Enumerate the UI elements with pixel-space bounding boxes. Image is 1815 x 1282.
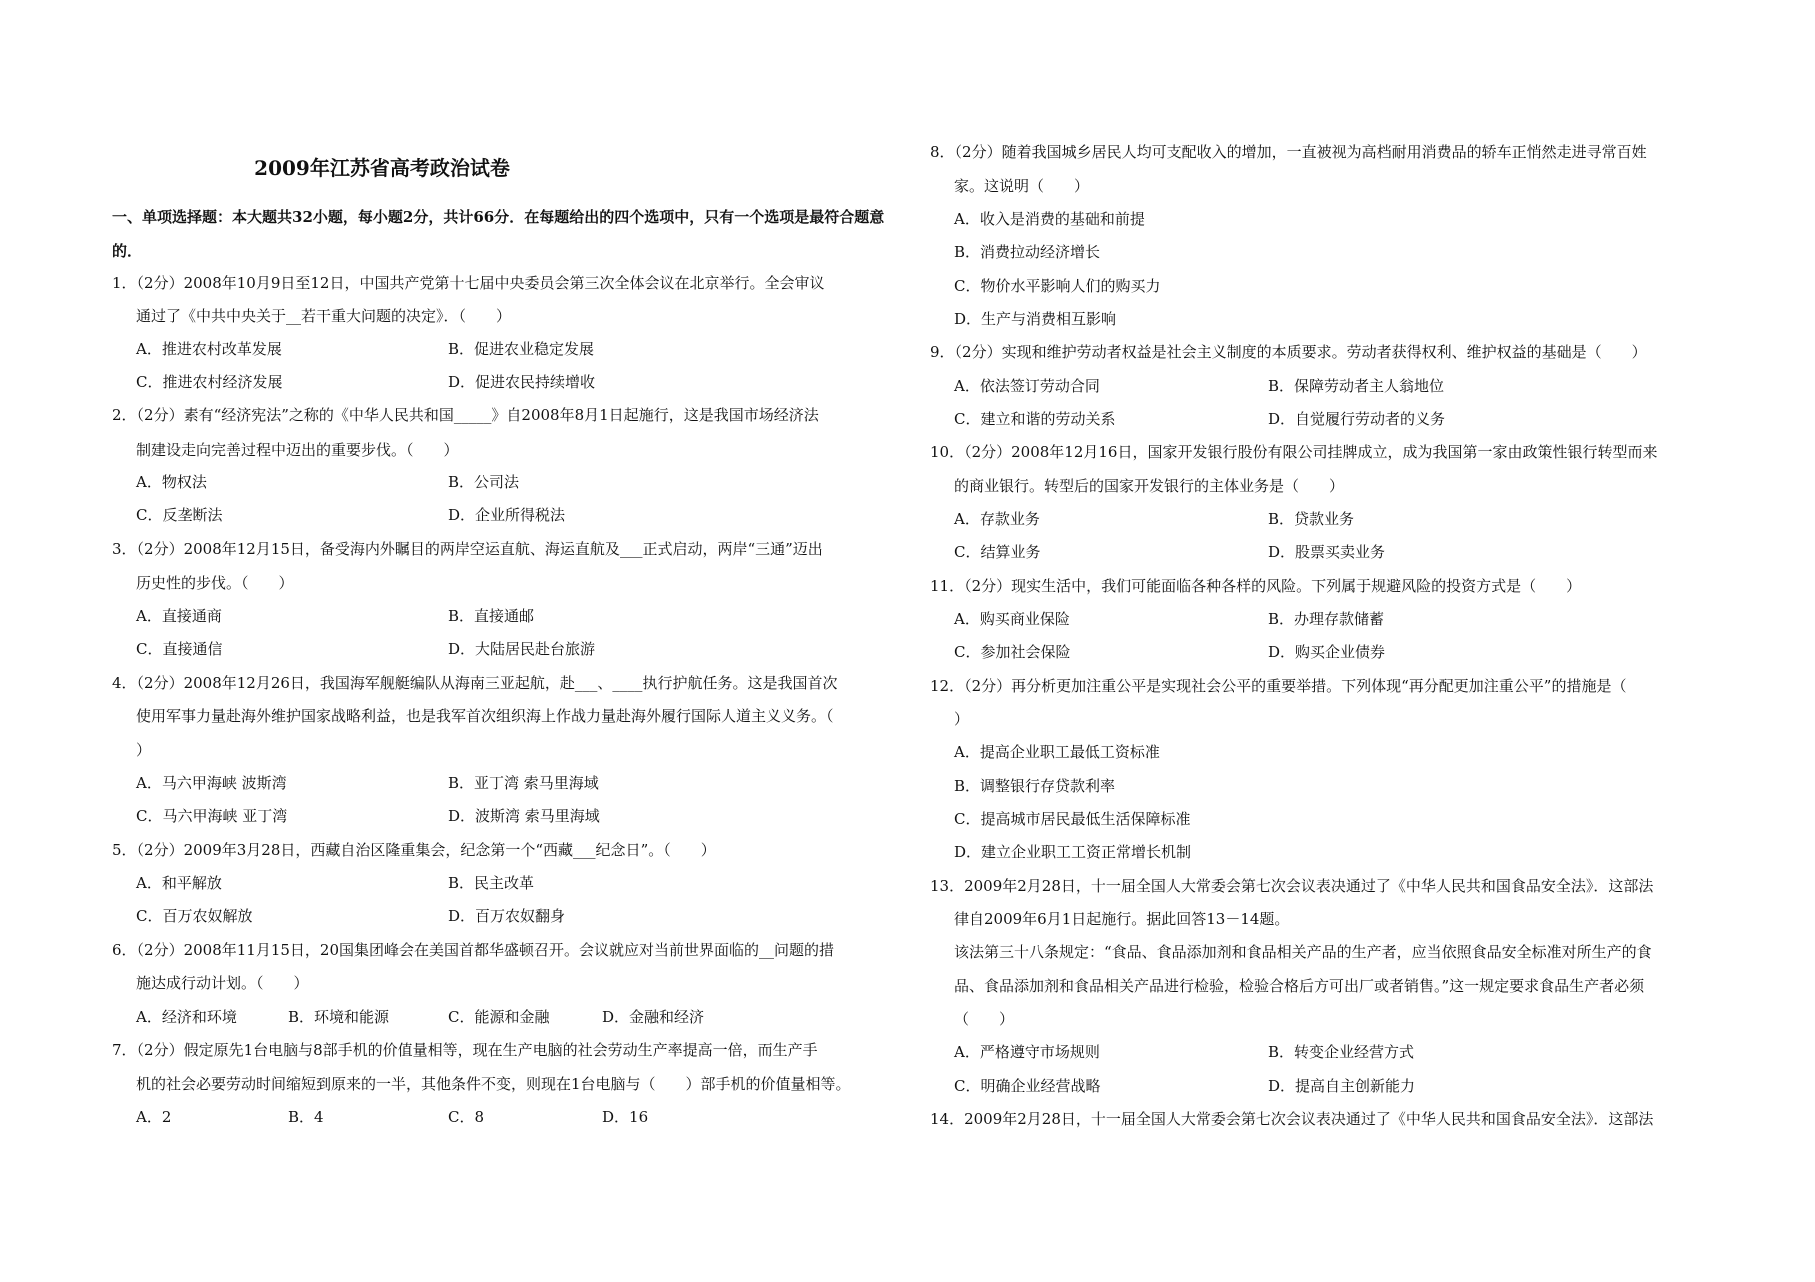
q11-option-a: A．购买商业保险	[954, 610, 1070, 628]
q6-option-a: A．经济和环境	[136, 1008, 237, 1026]
q2-option-c: C．反垄断法	[136, 506, 223, 524]
q6-option-b: B．环境和能源	[288, 1008, 390, 1026]
q12-option-a: A．提高企业职工最低工资标准	[954, 743, 1160, 761]
q4-option-c: C．马六甲海峡 亚丁湾	[136, 807, 288, 825]
q3-option-c: C．直接通信	[136, 640, 223, 658]
q4-option-d: D．波斯湾 索马里海域	[448, 807, 600, 825]
q6-option-c: C．能源和金融	[448, 1008, 550, 1026]
question-6-line-1: 6．（2分）2008年11月15日，20国集团峰会在美国首都华盛顿召开。会议就应对当前世界面临的__问题的措	[112, 941, 835, 959]
q8-option-a: A．收入是消费的基础和前提	[954, 210, 1145, 228]
q7-option-b: B．4	[288, 1108, 324, 1126]
question-3-line-2: 历史性的步伐。（ ）	[136, 574, 294, 592]
q2-option-d: D．企业所得税法	[448, 506, 566, 524]
q3-option-b: B．直接通邮	[448, 607, 535, 625]
q3-option-a: A．直接通商	[136, 607, 222, 625]
q9-option-d: D．自觉履行劳动者的义务	[1268, 410, 1446, 428]
question-2-line-2: 制建设走向完善过程中迈出的重要步伐。（ ）	[136, 441, 459, 459]
question-13-line-3: 该法第三十八条规定：“食品、食品添加剂和食品相关产品的生产者，应当依照食品安全标准对所生产的食	[954, 943, 1652, 961]
q8-option-d: D．生产与消费相互影响	[954, 310, 1117, 328]
q13-option-a: A．严格遵守市场规则	[954, 1043, 1100, 1061]
q5-option-d: D．百万农奴翻身	[448, 907, 566, 925]
q12-option-b: B．调整银行存贷款利率	[954, 777, 1116, 795]
q3-option-d: D．大陆居民赴台旅游	[448, 640, 596, 658]
q1-option-b: B．促进农业稳定发展	[448, 340, 595, 358]
q10-option-b: B．贷款业务	[1268, 510, 1355, 528]
question-8-line-2: 家。这说明（ ）	[954, 177, 1090, 195]
question-7-line-2: 机的社会必要劳动时间缩短到原来的一半，其他条件不变，则现在1台电脑与（ ）部手机的价值量相等。	[136, 1075, 851, 1093]
q10-option-c: C．结算业务	[954, 543, 1041, 561]
question-10-line-1: 10．（2分）2008年12月16日，国家开发银行股份有限公司挂牌成立，成为我国第一家由政策性银行转型而来	[930, 443, 1658, 461]
q9-option-b: B．保障劳动者主人翁地位	[1268, 377, 1445, 395]
q9-option-c: C．建立和谐的劳动关系	[954, 410, 1116, 428]
question-11-line-1: 11．（2分）现实生活中，我们可能面临各种各样的风险。下列属于规避风险的投资方式是（ ）	[930, 577, 1582, 595]
question-9-line-1: 9．（2分）实现和维护劳动者权益是社会主义制度的本质要求。劳动者获得权利、维护权益的基础是（ ）	[930, 343, 1647, 361]
question-8-line-1: 8．（2分）随着我国城乡居民人均可支配收入的增加，一直被视为高档耐用消费品的轿车正悄然走进寻常百姓	[930, 143, 1647, 161]
question-6-line-2: 施达成行动计划。（ ）	[136, 974, 309, 992]
question-10-line-2: 的商业银行。转型后的国家开发银行的主体业务是（ ）	[954, 477, 1345, 495]
q1-option-d: D．促进农民持续增收	[448, 373, 596, 391]
question-13-line-1: 13．2009年2月28日，十一届全国人大常委会第七次会议表决通过了《中华人民共和国食品安全法》．这部法	[930, 877, 1654, 895]
q10-option-d: D．股票买卖业务	[1268, 543, 1386, 561]
q7-option-a: A．2	[136, 1108, 172, 1126]
question-4-line-2: 使用军事力量赴海外维护国家战略利益，也是我军首次组织海上作战力量赴海外履行国际人道主义义务。（	[136, 707, 834, 725]
question-13-line-5: （ ）	[954, 1010, 1015, 1028]
page-title: 2009年江苏省高考政治试卷	[254, 156, 510, 180]
question-5-line-1: 5．（2分）2009年3月28日，西藏自治区隆重集会，纪念第一个“西藏___纪念日”。（ ）	[112, 841, 716, 859]
q13-option-d: D．提高自主创新能力	[1268, 1077, 1416, 1095]
q7-option-c: C．8	[448, 1108, 485, 1126]
question-14-line-1: 14．2009年2月28日，十一届全国人大常委会第七次会议表决通过了《中华人民共和国食品安全法》．这部法	[930, 1110, 1654, 1128]
section-header: 一、单项选择题：本大题共32小题，每小题2分，共计66分．在每题给出的四个选项中，只有一个选项是最符合题意的．	[112, 208, 885, 260]
question-7-line-1: 7．（2分）假定原先1台电脑与8部手机的价值量相等，现在生产电脑的社会劳动生产率提高一倍，而生产手	[112, 1041, 818, 1059]
q10-option-a: A．存款业务	[954, 510, 1040, 528]
q1-option-a: A．推进农村改革发展	[136, 340, 282, 358]
q5-option-c: C．百万农奴解放	[136, 907, 253, 925]
q4-option-a: A．马六甲海峡 波斯湾	[136, 774, 287, 792]
question-1-line-2: 通过了《中共中央关于__若干重大问题的决定》．（ ）	[136, 307, 512, 325]
q9-option-a: A．依法签订劳动合同	[954, 377, 1100, 395]
question-13-line-2: 律自2009年6月1日起施行。据此回答13－14题。	[954, 910, 1290, 928]
question-13-line-4: 品、食品添加剂和食品相关产品进行检验，检验合格后方可出厂或者销售。”这一规定要求食品生产者必须	[954, 977, 1645, 995]
q11-option-b: B．办理存款储蓄	[1268, 610, 1385, 628]
q13-option-c: C．明确企业经营战略	[954, 1077, 1101, 1095]
q5-option-a: A．和平解放	[136, 874, 222, 892]
question-12-line-2: ）	[954, 710, 970, 728]
question-2-line-1: 2．（2分）素有“经济宪法”之称的《中华人民共和国_____》自2008年8月1日起施行，这是我国市场经济法	[112, 406, 819, 424]
q2-option-b: B．公司法	[448, 473, 520, 491]
q5-option-b: B．民主改革	[448, 874, 535, 892]
question-1-line-1: 1．（2分）2008年10月9日至12日，中国共产党第十七届中央委员会第三次全体会议在北京举行。全会审议	[112, 274, 825, 292]
q12-option-d: D．建立企业职工工资正常增长机制	[954, 843, 1192, 861]
q2-option-a: A．物权法	[136, 473, 207, 491]
q1-option-c: C．推进农村经济发展	[136, 373, 283, 391]
q8-option-c: C．物价水平影响人们的购买力	[954, 277, 1161, 295]
question-4-line-3: ）	[136, 741, 152, 759]
q12-option-c: C．提高城市居民最低生活保障标准	[954, 810, 1191, 828]
q8-option-b: B．消费拉动经济增长	[954, 243, 1101, 261]
q7-option-d: D．16	[602, 1108, 649, 1126]
q6-option-d: D．金融和经济	[602, 1008, 705, 1026]
q11-option-c: C．参加社会保险	[954, 643, 1071, 661]
question-3-line-1: 3．（2分）2008年12月15日，备受海内外瞩目的两岸空运直航、海运直航及___正式启动，两岸“三通”迈出	[112, 540, 823, 558]
q4-option-b: B．亚丁湾 索马里海域	[448, 774, 599, 792]
question-4-line-1: 4．（2分）2008年12月26日，我国海军舰艇编队从海南三亚起航，赴___、____执行护航任务。这是我国首次	[112, 674, 838, 692]
q11-option-d: D．购买企业债券	[1268, 643, 1386, 661]
q13-option-b: B．转变企业经营方式	[1268, 1043, 1415, 1061]
question-12-line-1: 12．（2分）再分析更加注重公平是实现社会公平的重要举措。下列体现“再分配更加注重公平”的措施是（	[930, 677, 1627, 695]
